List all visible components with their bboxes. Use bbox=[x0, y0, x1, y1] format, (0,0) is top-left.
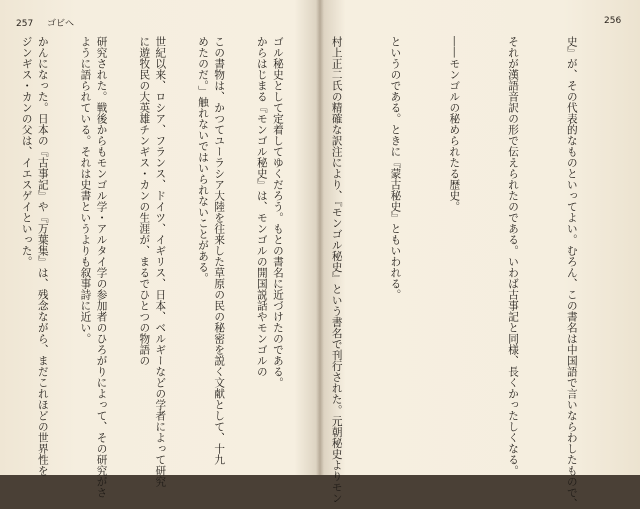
text-line: めたのだ。」触れないではいられないことがある。 bbox=[197, 36, 210, 284]
right-page-number: 256 bbox=[604, 16, 622, 26]
text-line: 村上正二氏の精確な訳注により、『モンゴル秘史』という書名で刊行された。元朝秘史よりモン bbox=[330, 36, 343, 504]
text-line: 研究された。戦後からもモンゴル学・アルタイ学の参加者のひろがりによって、その研究がさ bbox=[95, 36, 108, 498]
right-page-header bbox=[604, 16, 621, 26]
text-line: 世紀以来、ロシア、フランス、ドイツ、イギリス、日本、ベルギーなどの学者によって研究 bbox=[154, 36, 167, 487]
text-line: に遊牧民の大英雄チンギス・カンの生涯が、まるでひとつの物語の bbox=[138, 36, 151, 366]
running-head: ゴビへ bbox=[46, 19, 74, 29]
left-page-header bbox=[16, 16, 74, 29]
text-line: ように語られている。それは史書というよりも叙事詩に近い。 bbox=[79, 36, 92, 344]
text-line: ジンギス・カンの父は、イエスゲイといった。 bbox=[20, 36, 33, 267]
text-line: それが漢語音訳の形で伝えられたのである。いわば古事記と同様、長くかったしくなる。 bbox=[507, 36, 520, 476]
text-line: かんになった。日本の『古事記』や『万葉集』は、残念ながら、まだこれほどの世界性を bbox=[36, 36, 49, 476]
left-page-text bbox=[14, 36, 310, 498]
text-line: というのである。ときに『蒙古秘史』ともいわれる。 bbox=[389, 36, 402, 300]
text-line: 史』が、その代表的なものといってよい。むろん、この書名は中国語で言いならわしたもので、 bbox=[565, 36, 578, 509]
text-line: からはじまる『モンゴル秘史』は、モンゴルの開国説話やモンゴルの bbox=[255, 36, 268, 377]
text-line: ゴル秘史として定着してゆくだろう。もとの書名に近づけたのである。 bbox=[271, 36, 284, 388]
text-line: この書物は、かつてユーラシア大陸を往来した草原の民の秘密を説く文献として、十九 bbox=[213, 36, 226, 465]
text-line: ――モンゴルの秘められたる歴史。 bbox=[448, 36, 461, 212]
left-page-number: 257 bbox=[16, 19, 34, 29]
